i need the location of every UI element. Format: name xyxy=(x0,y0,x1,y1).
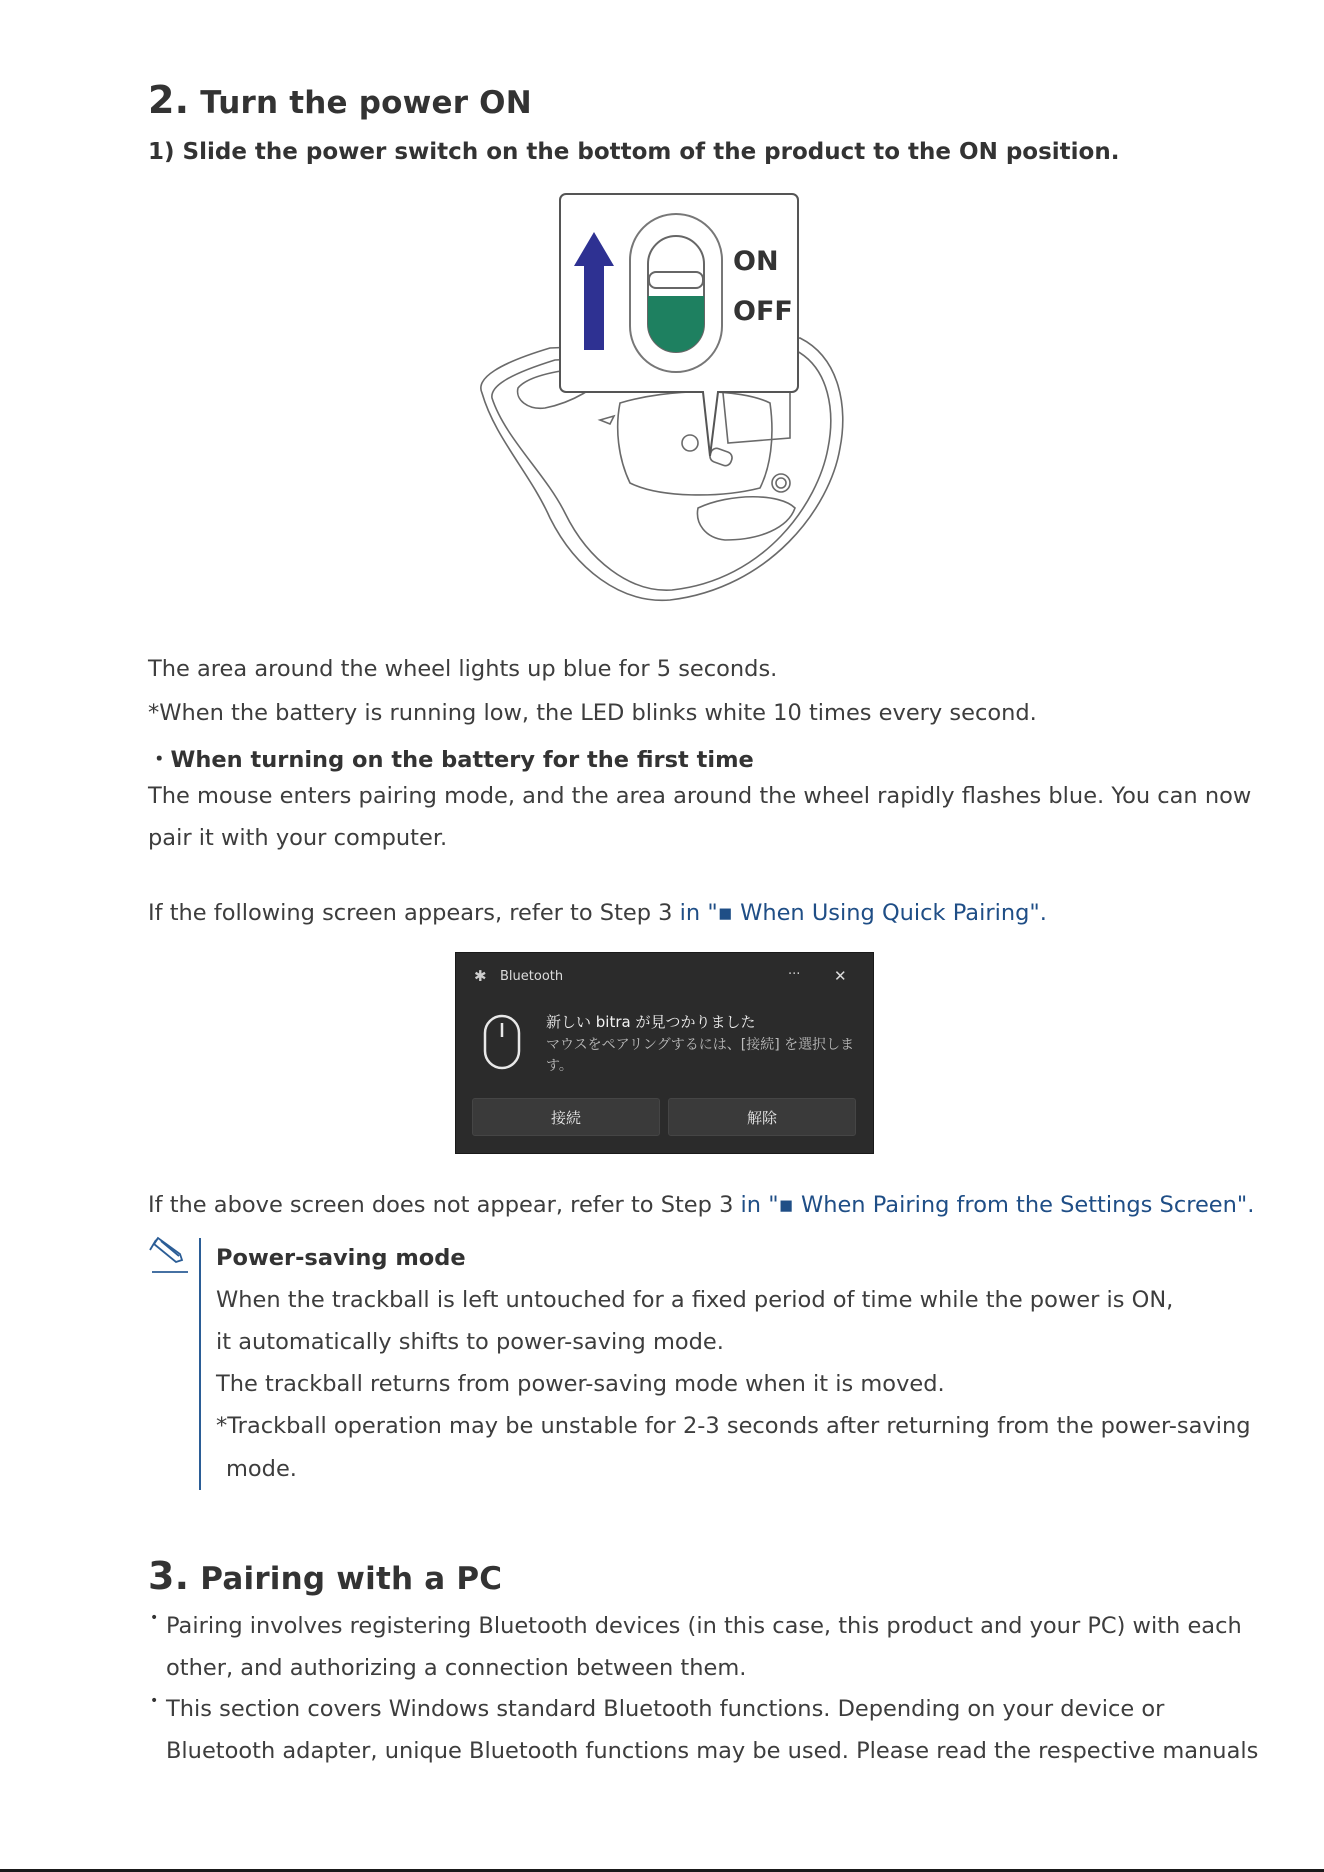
close-icon: ✕ xyxy=(834,967,847,985)
popup-desc-2: す。 xyxy=(546,1058,573,1074)
section-title: Pairing with a PC xyxy=(200,1561,503,1597)
quick-pairing-link[interactable]: in "▪ When Using Quick Pairing". xyxy=(672,900,1047,926)
body-line-1: The area around the wheel lights up blue for 5 seconds. xyxy=(148,656,778,682)
section-2-heading xyxy=(148,78,532,122)
popup-desc-1: マウスをペアリングするには、[接続] を選択しま xyxy=(546,1037,855,1053)
note-line-5: mode. xyxy=(226,1456,297,1482)
section-number: 3. xyxy=(148,1554,190,1598)
note-title: Power-saving mode xyxy=(216,1245,466,1271)
body-line-5: pair it with your computer. xyxy=(148,825,448,851)
settings-screen-ref xyxy=(148,1192,1254,1218)
popup-title: Bluetooth xyxy=(500,969,564,984)
bullet-2-line-2: Bluetooth adapter, unique Bluetooth functions may be used. Please read the respective manuals xyxy=(166,1738,1259,1764)
section-title: Turn the power ON xyxy=(200,85,532,121)
switch-green-area xyxy=(648,296,704,352)
off-label: OFF xyxy=(733,296,793,327)
note-side-bar xyxy=(199,1238,201,1490)
section-number: 2. xyxy=(148,78,190,122)
bluetooth-icon: ✱ xyxy=(474,967,487,985)
dismiss-button: 解除 xyxy=(668,1098,856,1136)
on-label: ON xyxy=(733,246,779,277)
ref-text: If the following screen appears, refer to Step 3 xyxy=(148,900,673,926)
bluetooth-popup-screenshot xyxy=(455,952,874,1154)
note-line-4: *Trackball operation may be unstable for 2-3 seconds after returning from the power-saving xyxy=(216,1413,1251,1439)
power-switch-illustration xyxy=(470,188,860,608)
first-time-heading: ・When turning on the battery for the first time xyxy=(148,747,754,773)
popup-heading: 新しい bitra が見つかりました xyxy=(546,1013,756,1031)
step-1-instruction: 1) Slide the power switch on the bottom of the product to the ON position. xyxy=(148,139,1120,165)
section-3-heading xyxy=(148,1554,502,1598)
mouse-icon xyxy=(482,1013,522,1071)
bullet-1-line-1: Pairing involves registering Bluetooth devices (in this case, this product and your PC) with each xyxy=(166,1613,1242,1639)
note-line-2: it automatically shifts to power-saving mode. xyxy=(216,1329,724,1355)
bullet-icon: • xyxy=(150,1693,159,1709)
bullet-icon: • xyxy=(150,1610,159,1626)
bullet-1-line-2: other, and authorizing a connection between them. xyxy=(166,1655,747,1681)
settings-screen-link[interactable]: in "▪ When Pairing from the Settings Screen". xyxy=(733,1192,1255,1218)
note-line-3: The trackball returns from power-saving mode when it is moved. xyxy=(216,1371,945,1397)
quick-pairing-ref xyxy=(148,900,1047,926)
ref-text: If the above screen does not appear, refer to Step 3 xyxy=(148,1192,734,1218)
body-line-2: *When the battery is running low, the LED blinks white 10 times every second. xyxy=(148,700,1037,726)
bullet-2-line-1: This section covers Windows standard Bluetooth functions. Depending on your device or xyxy=(166,1696,1165,1722)
body-line-4: The mouse enters pairing mode, and the area around the wheel rapidly flashes blue. You can now xyxy=(148,783,1252,809)
switch-knob xyxy=(649,272,703,288)
more-icon: ··· xyxy=(788,967,801,982)
connect-button: 接続 xyxy=(472,1098,660,1136)
note-line-1: When the trackball is left untouched for a fixed period of time while the power is ON, xyxy=(216,1287,1174,1313)
pencil-note-icon xyxy=(148,1236,192,1276)
